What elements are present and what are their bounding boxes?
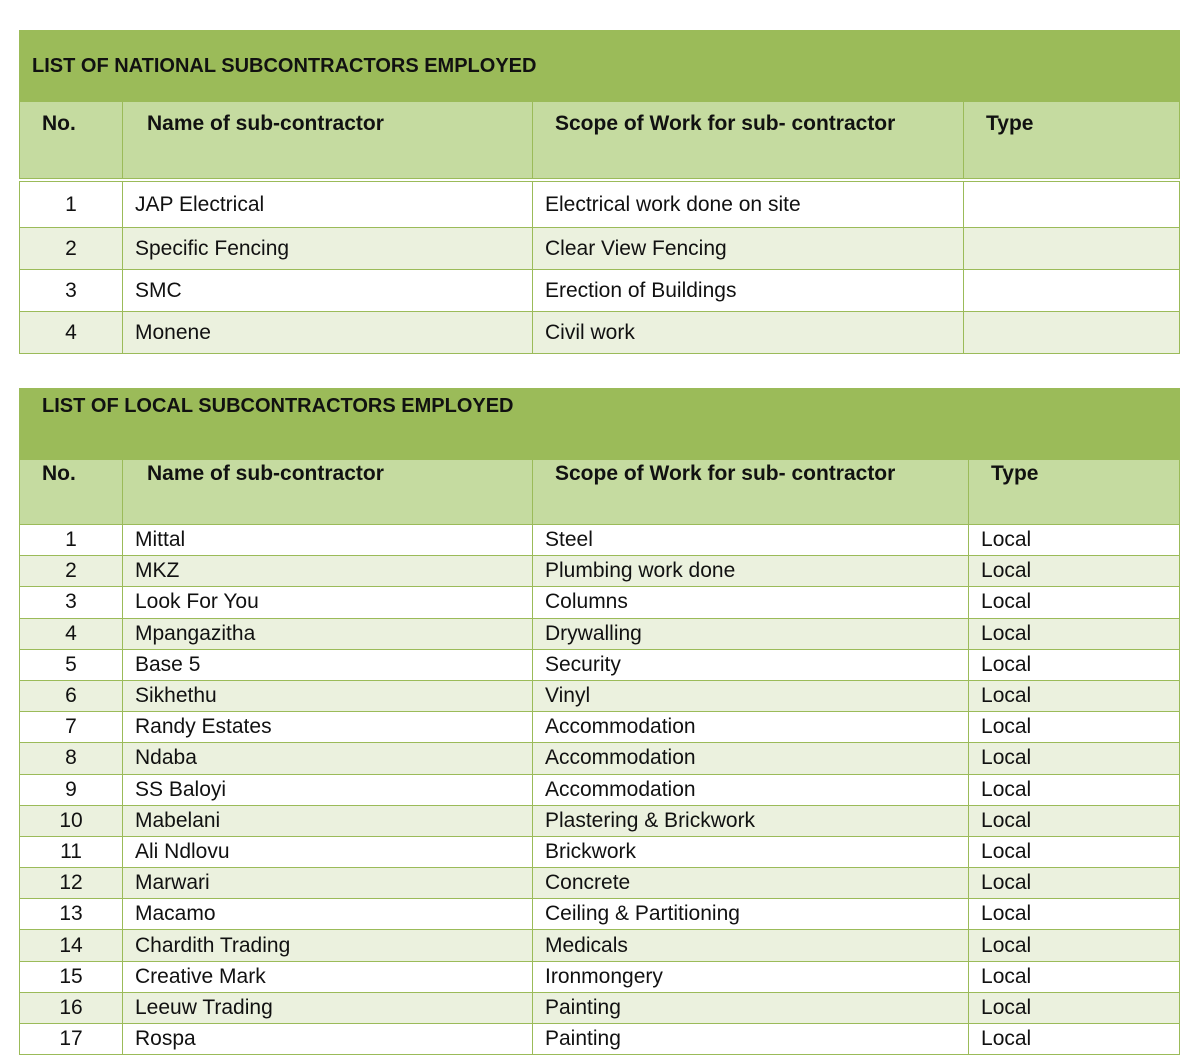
cell-name: Base 5 — [123, 649, 533, 680]
cell-scope: Accommodation — [533, 712, 969, 743]
table-row — [20, 712, 1180, 743]
cell-scope: Columns — [533, 587, 969, 618]
cell-name: Leeuw Trading — [123, 992, 533, 1023]
table-row — [20, 680, 1180, 711]
cell-type — [964, 182, 1180, 228]
cell-name: Mabelani — [123, 805, 533, 836]
table-row — [20, 182, 1180, 228]
cell-type — [964, 270, 1180, 312]
table-row — [20, 228, 1180, 270]
cell-name: Monene — [123, 312, 533, 354]
cell-type: Local — [969, 805, 1180, 836]
cell-scope: Plumbing work done — [533, 556, 969, 587]
cell-scope: Vinyl — [533, 680, 969, 711]
cell-type: Local — [969, 587, 1180, 618]
cell-scope: Ceiling & Partitioning — [533, 899, 969, 930]
cell-no: 1 — [20, 182, 123, 228]
cell-type: Local — [969, 525, 1180, 556]
table-row — [20, 312, 1180, 354]
table-row — [20, 992, 1180, 1023]
local-title-blank-cell — [969, 389, 1180, 460]
local-subcontractors-table — [19, 388, 1180, 1055]
local-header-row — [20, 460, 1180, 525]
cell-scope: Electrical work done on site — [533, 182, 964, 228]
table-row — [20, 836, 1180, 867]
cell-no: 9 — [20, 774, 123, 805]
cell-type: Local — [969, 1024, 1180, 1055]
national-table-title: LIST OF NATIONAL SUBCONTRACTORS EMPLOYED — [20, 31, 1180, 102]
cell-name: MKZ — [123, 556, 533, 587]
cell-no: 2 — [20, 556, 123, 587]
national-title-row — [20, 31, 1180, 102]
national-col-name: Name of sub-contractor — [123, 102, 533, 179]
table-row — [20, 868, 1180, 899]
table-row — [20, 899, 1180, 930]
cell-scope: Plastering & Brickwork — [533, 805, 969, 836]
cell-scope: Security — [533, 649, 969, 680]
table-row — [20, 649, 1180, 680]
cell-scope: Drywalling — [533, 618, 969, 649]
cell-no: 7 — [20, 712, 123, 743]
cell-scope: Concrete — [533, 868, 969, 899]
local-title-row — [20, 389, 1180, 460]
table-row — [20, 270, 1180, 312]
cell-name: Marwari — [123, 868, 533, 899]
cell-name: Mpangazitha — [123, 618, 533, 649]
cell-no: 4 — [20, 312, 123, 354]
cell-type: Local — [969, 556, 1180, 587]
table-row — [20, 587, 1180, 618]
cell-no: 16 — [20, 992, 123, 1023]
cell-type: Local — [969, 836, 1180, 867]
cell-type: Local — [969, 774, 1180, 805]
cell-no: 1 — [20, 525, 123, 556]
cell-scope: Ironmongery — [533, 961, 969, 992]
cell-name: SS Baloyi — [123, 774, 533, 805]
table-row — [20, 805, 1180, 836]
cell-type: Local — [969, 961, 1180, 992]
cell-no: 13 — [20, 899, 123, 930]
cell-no: 14 — [20, 930, 123, 961]
cell-no: 11 — [20, 836, 123, 867]
cell-name: JAP Electrical — [123, 182, 533, 228]
cell-type: Local — [969, 680, 1180, 711]
local-col-type: Type — [969, 460, 1180, 525]
table-row — [20, 1024, 1180, 1055]
national-col-no: No. — [20, 102, 123, 179]
cell-name: SMC — [123, 270, 533, 312]
cell-no: 12 — [20, 868, 123, 899]
cell-name: Sikhethu — [123, 680, 533, 711]
cell-no: 10 — [20, 805, 123, 836]
national-header-row — [20, 102, 1180, 179]
cell-name: Macamo — [123, 899, 533, 930]
cell-no: 5 — [20, 649, 123, 680]
local-table-body — [20, 389, 1180, 1055]
national-subcontractors-table — [19, 30, 1180, 354]
cell-type: Local — [969, 899, 1180, 930]
cell-name: Mittal — [123, 525, 533, 556]
cell-no: 4 — [20, 618, 123, 649]
table-row — [20, 556, 1180, 587]
local-col-no: No. — [20, 460, 123, 525]
cell-name: Ali Ndlovu — [123, 836, 533, 867]
cell-type: Local — [969, 618, 1180, 649]
cell-type: Local — [969, 743, 1180, 774]
cell-no: 8 — [20, 743, 123, 774]
cell-scope: Clear View Fencing — [533, 228, 964, 270]
cell-name: Look For You — [123, 587, 533, 618]
cell-no: 3 — [20, 270, 123, 312]
cell-scope: Painting — [533, 992, 969, 1023]
cell-scope: Accommodation — [533, 743, 969, 774]
cell-scope: Steel — [533, 525, 969, 556]
cell-no: 2 — [20, 228, 123, 270]
table-row — [20, 743, 1180, 774]
cell-name: Randy Estates — [123, 712, 533, 743]
cell-name: Rospa — [123, 1024, 533, 1055]
cell-type: Local — [969, 930, 1180, 961]
local-table-title: LIST OF LOCAL SUBCONTRACTORS EMPLOYED — [20, 389, 969, 460]
cell-type: Local — [969, 992, 1180, 1023]
cell-type: Local — [969, 868, 1180, 899]
cell-type — [964, 228, 1180, 270]
table-row — [20, 618, 1180, 649]
table-row — [20, 774, 1180, 805]
cell-scope: Painting — [533, 1024, 969, 1055]
cell-no: 15 — [20, 961, 123, 992]
table-row — [20, 961, 1180, 992]
cell-type: Local — [969, 712, 1180, 743]
cell-scope: Brickwork — [533, 836, 969, 867]
table-row — [20, 525, 1180, 556]
local-col-name: Name of sub-contractor — [123, 460, 533, 525]
cell-scope: Civil work — [533, 312, 964, 354]
national-table-body — [20, 31, 1180, 354]
cell-no: 6 — [20, 680, 123, 711]
national-col-type: Type — [964, 102, 1180, 179]
cell-scope: Erection of Buildings — [533, 270, 964, 312]
cell-name: Creative Mark — [123, 961, 533, 992]
cell-scope: Medicals — [533, 930, 969, 961]
cell-scope: Accommodation — [533, 774, 969, 805]
cell-no: 3 — [20, 587, 123, 618]
cell-name: Chardith Trading — [123, 930, 533, 961]
local-col-scope: Scope of Work for sub- contractor — [533, 460, 969, 525]
cell-name: Specific Fencing — [123, 228, 533, 270]
cell-no: 17 — [20, 1024, 123, 1055]
cell-type — [964, 312, 1180, 354]
cell-type: Local — [969, 649, 1180, 680]
cell-name: Ndaba — [123, 743, 533, 774]
national-col-scope: Scope of Work for sub- contractor — [533, 102, 964, 179]
table-row — [20, 930, 1180, 961]
